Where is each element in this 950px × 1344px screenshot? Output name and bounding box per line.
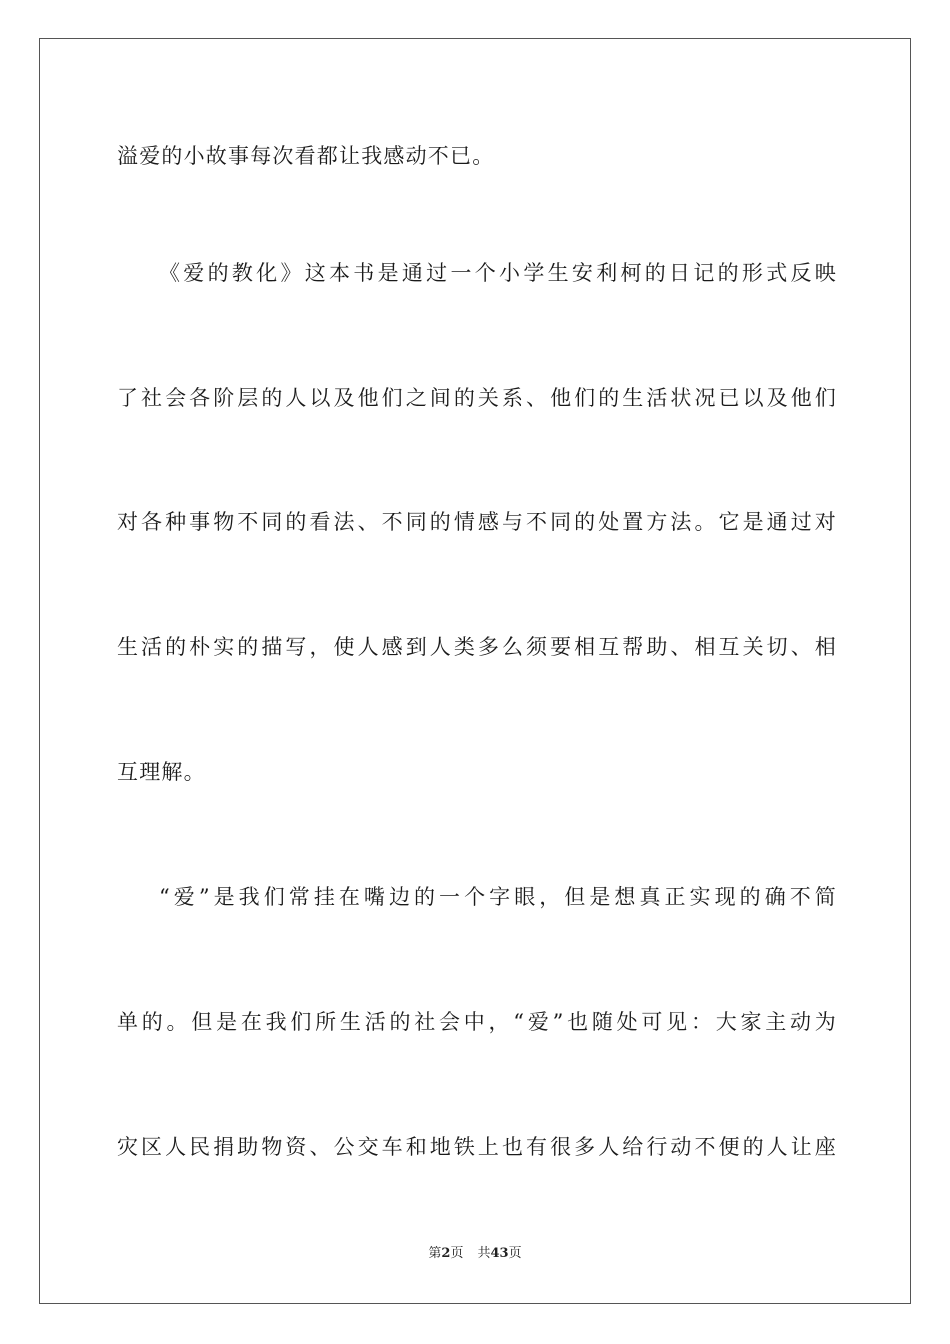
page-prefix: 第 xyxy=(428,1246,442,1261)
page-number: 2 xyxy=(441,1246,451,1261)
text-line: 了社会各阶层的人以及他们之间的关系、他们的生活状况已以及他们 xyxy=(117,386,837,410)
text-line: 灾区人民捐助物资、公交车和地铁上也有很多人给行动不便的人让座 xyxy=(117,1135,837,1159)
text-line: 互理解。 xyxy=(117,760,206,784)
paragraph-first-line: “爱”是我们常挂在嘴边的一个字眼，但是想真正实现的确不简 xyxy=(159,885,837,909)
text-line: 对各种事物不同的看法、不同的情感与不同的处置方法。它是通过对 xyxy=(117,510,837,534)
total-suffix: 页 xyxy=(508,1246,522,1261)
text-line: 生活的朴实的描写，使人感到人类多么须要相互帮助、相互关切、相 xyxy=(117,635,837,659)
page-suffix: 页 xyxy=(450,1246,464,1261)
page-border xyxy=(39,38,911,1304)
text-line: 单的。但是在我们所生活的社会中，“爱”也随处可见：大家主动为 xyxy=(117,1010,837,1034)
paragraph-first-line: 《爱的教化》这本书是通过一个小学生安利柯的日记的形式反映 xyxy=(159,261,837,285)
text-line: 溢爱的小故事每次看都让我感动不已。 xyxy=(117,144,495,168)
total-prefix: 共 xyxy=(477,1246,491,1261)
total-pages: 43 xyxy=(490,1246,509,1261)
page-footer xyxy=(0,1245,950,1263)
